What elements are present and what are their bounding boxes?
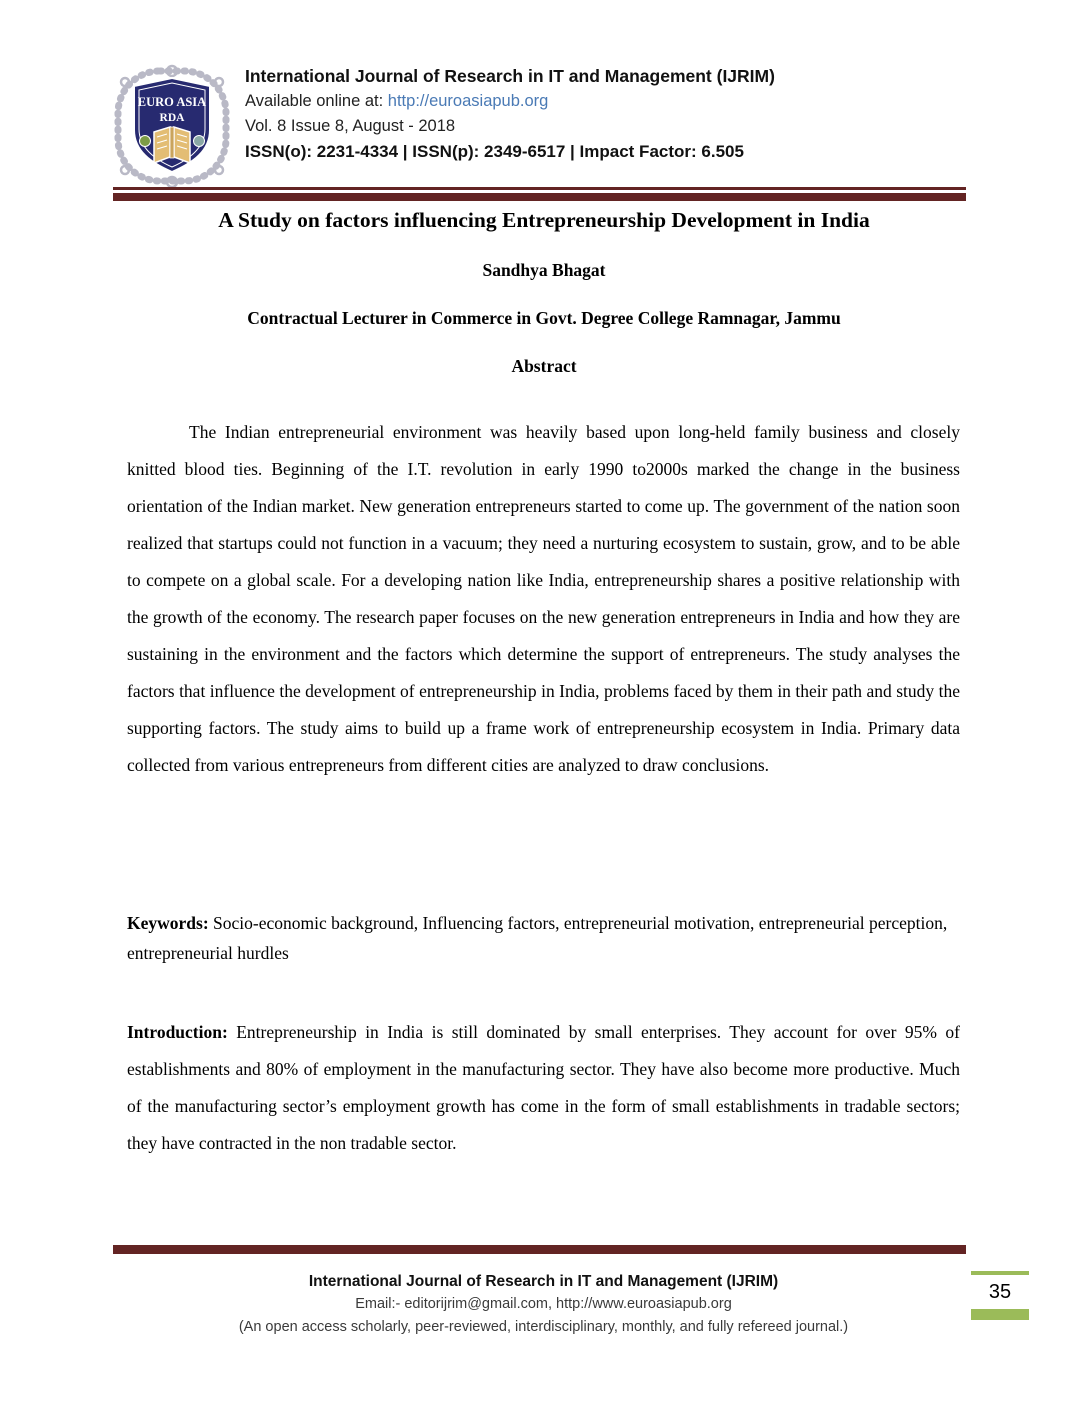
footer-divider-rule [113,1245,966,1254]
keywords-label: Keywords: [127,912,209,933]
page-number-block [971,1271,1029,1320]
introduction-paragraph [127,1014,960,1162]
volume-issue-line: Vol. 8 Issue 8, August - 2018 [245,117,456,135]
journal-header [245,64,965,164]
paper-title: A Study on factors influencing Entrepreneurship Development in India [218,208,870,232]
footer-email-line: Email:- editorijrim@gmail.com, http://www.euroasiapub.org [355,1296,732,1312]
author-name: Sandhya Bhagat [482,260,606,280]
footer-journal-name: International Journal of Research in IT and Management (IJRIM) [308,1273,779,1290]
journal-url-link[interactable]: http://euroasiapub.org [387,92,549,110]
footer-block [127,1270,960,1339]
page-number: 35 [988,1281,1012,1303]
keywords-paragraph [127,908,960,968]
available-online-label: Available online at: [245,92,388,110]
keywords-text: Socio-economic background, Influencing factors, entrepreneurial motivation, entrepreneurial perception, entrepreneurial hurdles [127,912,948,963]
available-online-line [245,89,965,114]
page-number-bottom-bar [971,1309,1029,1320]
abstract-heading: Abstract [511,356,577,376]
issn-impact-line: ISSN(o): 2231-4334 | ISSN(p): 2349-6517 | Impact Factor: 6.505 [245,142,744,161]
author-affiliation: Contractual Lecturer in Commerce in Govt. Degree College Ramnagar, Jammu [247,308,841,328]
svg-text:EURO ASIA: EURO ASIA [137,95,207,109]
footer-open-access-note: (An open access scholarly, peer-reviewed, interdisciplinary, monthly, and fully refereed journal.) [238,1319,849,1335]
abstract-paragraph: The Indian entrepreneurial environment was heavily based upon long-held family business and closely knitted blood ties. Beginning of the I.T. revolution in early 1990 to2000s marked the change in the business orientation of the Indian market. New generation entrepreneurs started to come up. The government of the nation soon realized that startups could not function in a vacuum; they need a nurturing ecosystem to sustain, grow, and to be able to compete on a global scale. For a developing nation like India, entrepreneurship shares a positive relationship with the growth of the economy. The research paper focuses on the new generation entrepreneurs in India and how they are sustaining in the environment and the factors which determine the support of entrepreneurs. The study analyses the factors that influence the development of entrepreneurship in India, problems faced by them in their path and study the supporting factors. The study aims to build up a frame work of entrepreneurship ecosystem in India. Primary data collected from various entrepreneurs from different cities are analyzed to draw conclusions. [127,421,960,775]
header-divider-rule [113,187,966,201]
introduction-text: Entrepreneurship in India is still dominated by small enterprises. They account for over 95% of establishments and 80% of employment in the manufacturing sector. They have also become more productive. Much of the manufacturing sector’s employment growth has come in the form of small establishments in tradable sectors; they have contracted in the non tradable sector. [127,1021,960,1153]
introduction-label: Introduction: [127,1021,228,1042]
euro-asia-rda-logo-icon [108,64,236,190]
journal-name: International Journal of Research in IT and Management (IJRIM) [245,66,775,86]
svg-text:RDA: RDA [159,112,185,124]
